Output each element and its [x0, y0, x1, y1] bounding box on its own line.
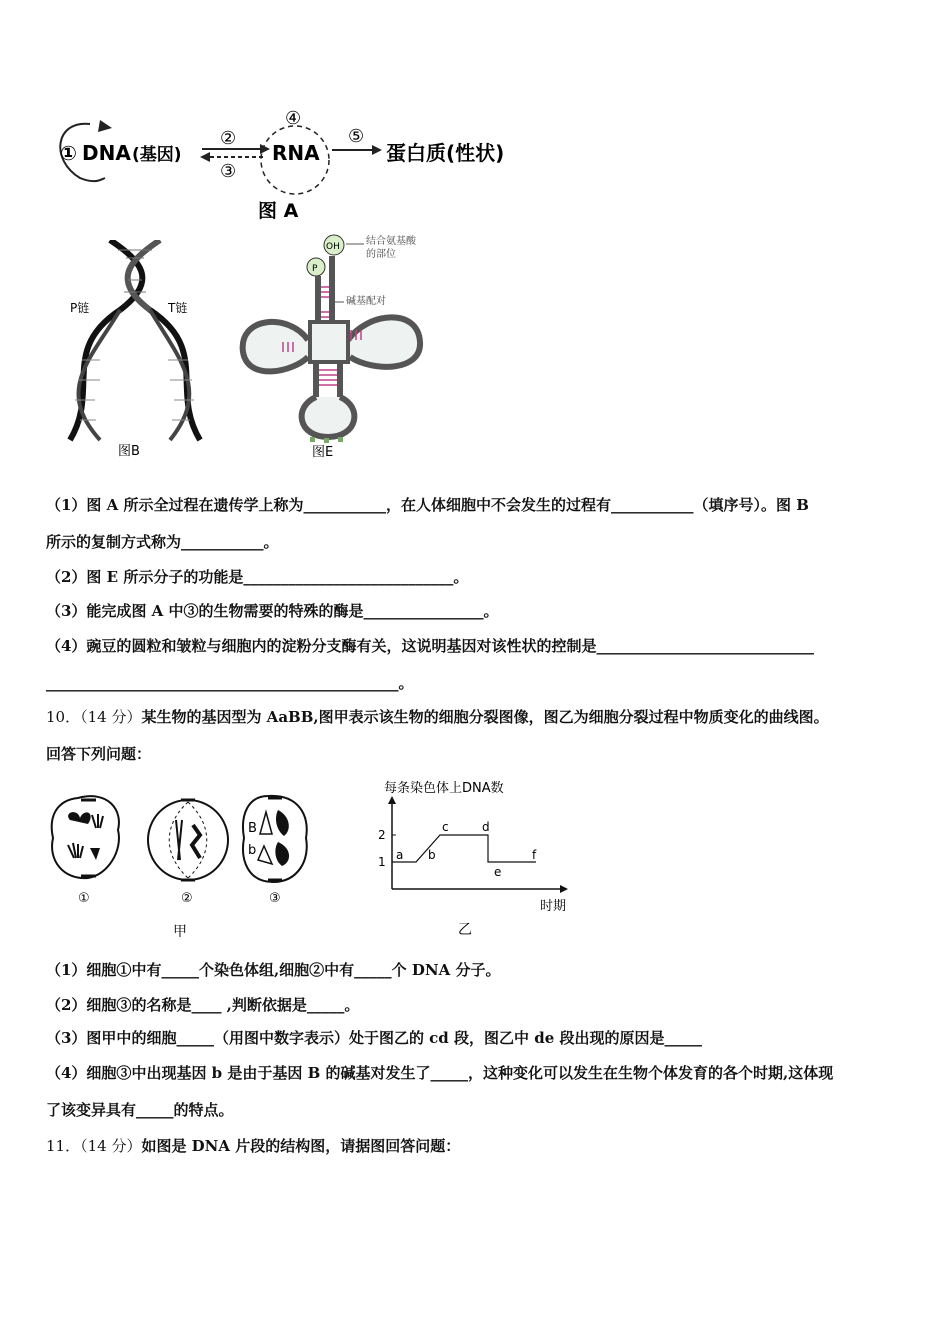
- point-label-c: c: [442, 820, 449, 834]
- figure-jia-caption: 甲: [173, 924, 187, 940]
- chromosome: [92, 814, 103, 828]
- chromosome: [90, 848, 100, 860]
- chromosome: [68, 812, 91, 824]
- cell-2-label: ②: [181, 891, 193, 906]
- dna-label: DNA: [82, 141, 131, 165]
- q9-part1-line2: 所示的复制方式称为___________。: [46, 533, 279, 551]
- circle-5: ⑤: [348, 126, 365, 147]
- q10-part1: （1）细胞①中有_____个染色体组,细胞②中有_____个 DNA 分子。: [46, 961, 501, 979]
- chromosome: [275, 842, 289, 866]
- y-axis-arrow: [388, 796, 396, 804]
- gene-label: (基因): [132, 145, 182, 165]
- trna-core: [310, 322, 348, 362]
- q10-number: 10．: [46, 708, 81, 726]
- point-label-d: d: [482, 820, 490, 834]
- q10-score: （14 分）: [80, 708, 142, 726]
- y-tick-label: 2: [378, 828, 386, 842]
- base-pair-lines: [321, 287, 329, 317]
- aa-site-label: 结合氨基酸: [366, 236, 416, 247]
- chromosome: [68, 843, 83, 858]
- q9-part1-line1: （1）图 A 所示全过程在遗传学上称为___________，在人体细胞中不会发生的过程有___________（填序号）。图 B: [46, 496, 809, 514]
- q10-part3: （3）图甲中的细胞_____（用图中数字表示）处于图乙的 cd 段，图乙中 de 段出现的原因是_____: [46, 1029, 702, 1047]
- rna-label: RNA: [272, 141, 320, 165]
- q10-intro: [46, 707, 910, 727]
- oh-label: OH: [326, 242, 340, 252]
- q11-number: 11．: [46, 1137, 81, 1155]
- base-pairs: [75, 360, 194, 420]
- series-line: [392, 835, 536, 862]
- cell-2: [148, 800, 228, 880]
- figure-e-caption: 图E: [312, 445, 334, 460]
- point-label-f: f: [532, 848, 537, 862]
- cell-1: [52, 796, 119, 878]
- aa-site-label-2: 的部位: [366, 249, 396, 260]
- cell-1-label: ①: [78, 891, 90, 906]
- figure-a: [50, 100, 550, 225]
- anticodon-loop: [302, 397, 355, 437]
- protein-label: 蛋白质(性状): [386, 141, 505, 165]
- arrow-3-head: [200, 152, 210, 162]
- p-chain-label: P链: [70, 301, 90, 315]
- q10-intro-text: 某生物的基因型为 AaBB,图甲表示该生物的细胞分裂图像，图乙为细胞分裂过程中物质变化的曲线图。: [141, 708, 829, 726]
- gene-B-label: B: [248, 821, 257, 836]
- y-tick-label: 1: [378, 855, 386, 869]
- chromosome: [176, 820, 182, 860]
- chromosome: [258, 846, 272, 864]
- p-label: P: [312, 264, 318, 274]
- q10-part2: （2）细胞③的名称是____ ,判断依据是_____。: [46, 996, 360, 1014]
- figure-e: [238, 232, 438, 462]
- point-label-e: e: [494, 865, 502, 879]
- figure-yi-chart: [362, 776, 582, 942]
- point-label-b: b: [428, 848, 436, 862]
- arrow-5-head: [372, 145, 382, 155]
- q9-part2: （2）图 E 所示分子的功能是____________________________。: [46, 568, 469, 586]
- q10-part4-line1: （4）细胞③中出现基因 b 是由于基因 B 的碱基对发生了_____，这种变化可以发生在生物个体发育的各个时期,这体现: [46, 1064, 834, 1082]
- figure-jia: [48, 790, 328, 940]
- chromosome: [260, 812, 272, 834]
- x-axis-arrow: [560, 885, 568, 893]
- gene-b-label: b: [248, 843, 257, 858]
- loop-arrowhead: [98, 120, 112, 132]
- figure-a-caption: 图 A: [258, 200, 299, 222]
- figure-b-caption: 图B: [118, 444, 140, 459]
- q9-part4-line2: _______________________________________________。: [46, 674, 414, 692]
- d-loop: [243, 322, 308, 371]
- base-pair-lines: [319, 370, 337, 385]
- chromosome: [276, 810, 289, 836]
- base-pairs: [118, 250, 152, 292]
- q11-score: （14 分）: [80, 1137, 142, 1155]
- q10-intro-line2: 回答下列问题：: [46, 745, 152, 763]
- point-label-a: a: [396, 848, 404, 862]
- t-chain-label: T链: [168, 301, 188, 315]
- cell-3-label: ③: [269, 891, 281, 906]
- q9-part4-line1: （4）豌豆的圆粒和皱粒与细胞内的淀粉分支酶有关，这说明基因对该性状的控制是_____________________________: [46, 637, 814, 655]
- q11-intro: [46, 1136, 910, 1156]
- q9-part3: （3）能完成图 A 中③的生物需要的特殊的酶是________________。: [46, 602, 499, 620]
- pairing-label: 碱基配对: [346, 296, 386, 307]
- q10-part4-line2: 了该变异具有_____的特点。: [46, 1101, 234, 1119]
- t-loop: [348, 317, 420, 366]
- figure-yi-caption: 乙: [458, 922, 472, 938]
- circle-1: ①: [60, 141, 77, 165]
- chart-ylabel: 每条染色体上DNA数: [384, 781, 504, 796]
- spindle: [169, 802, 207, 878]
- chart-xlabel: 时期: [540, 899, 567, 914]
- circle-4: ④: [285, 108, 302, 129]
- circle-2: ②: [220, 128, 237, 149]
- q11-text: 如图是 DNA 片段的结构图，请据图回答问题：: [141, 1137, 461, 1155]
- cell-3: [243, 796, 307, 882]
- chromosome: [192, 825, 200, 858]
- circle-3: ③: [220, 161, 237, 182]
- figure-b: [60, 240, 220, 462]
